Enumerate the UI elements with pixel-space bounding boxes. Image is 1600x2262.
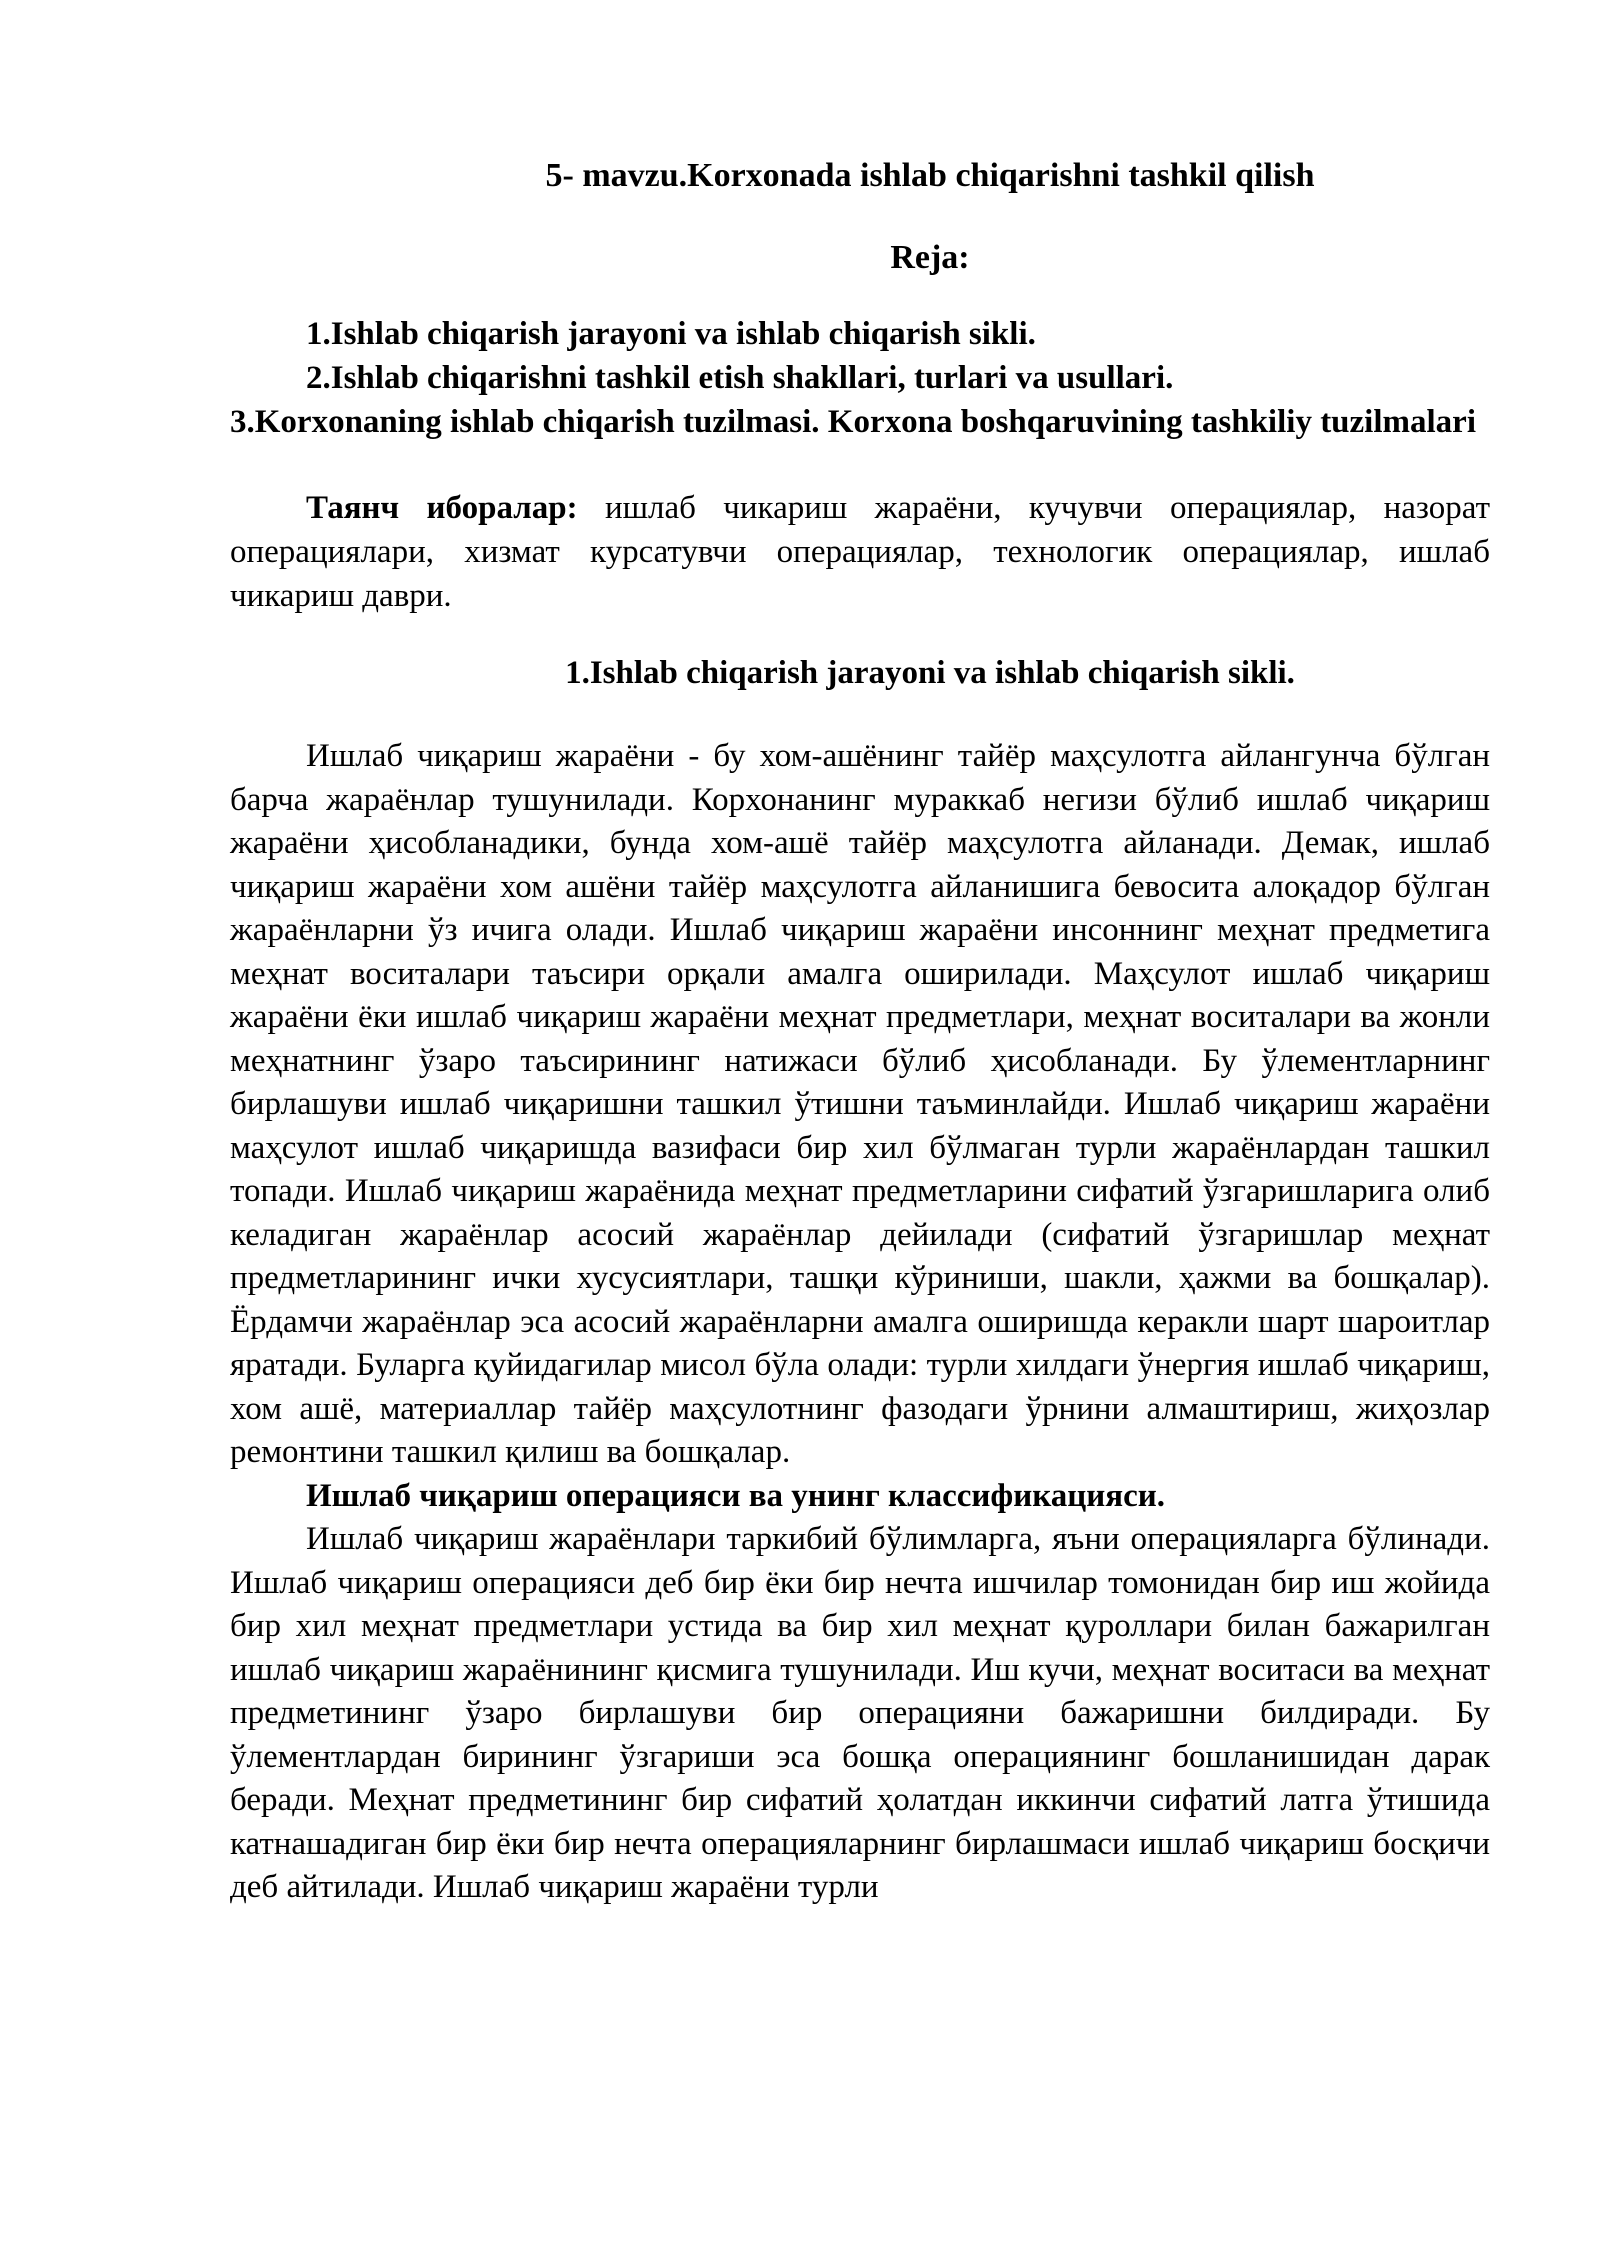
plan-item-1: 1.Ishlab chiqarish jarayoni va ishlab chiqarish sikli. [306,316,1036,352]
plan-item-2: 2.Ishlab chiqarishni tashkil etish shakllari, turlari va usullari. [306,360,1174,396]
plan-item-3: 3.Korxonaning ishlab chiqarish tuzilmasi. Korxona boshqaruvining tashkiliy tuzilmalari [230,404,1476,440]
paragraph-1: Ишлаб чиқариш жараёни - бу хом-ашёнинг тайёр маҳсулотга айлангунча бўлган барча жараёнлар тушунилади. Корхонанинг мураккаб негизи бўлиб ишлаб чиқариш жараёни ҳисобланадики, бунда хом-ашё тайёр маҳсулотга айланади. Демак, ишлаб чиқариш жараёни хом ашёни тайёр маҳсулотга айланишига бевосита алоқадор бўлган жараёнларни ўз ичига олади. Ишлаб чиқариш жараёни инсоннинг меҳнат предметига меҳнат воситалари таъсири орқали амалга оширилади. Маҳсулот ишлаб чиқариш жараёни ёки ишлаб чиқариш жараёни меҳнат предметлари, меҳнат воситалари ва жонли меҳнатнинг ўзаро таъсирининг натижаси бўлиб ҳисобланади. Бу ўлементларнинг бирлашуви ишлаб чиқаришни ташкил ўтишни таъминлайди. Ишлаб чиқариш жараёни маҳсулот ишлаб чиқаришда вазифаси бир хил бўлмаган турли жараёнлардан ташкил топади. Ишлаб чиқариш жараёнида меҳнат предметларини сифатий ўзгаришларига олиб келадиган жараёнлар асосий жараёнлар дейилади (сифатий ўзгаришлар меҳнат предметларининг ички хусусиятлари, ташқи кўриниши, шакли, ҳажми ва бошқалар). Ёрдамчи жараёнлар эса асосий жараёнларни амалга оширишда керакли шарт шароитлар яратади. Буларга қуйидагилар мисол бўла олади: турли хилдаги ўнергия ишлаб чиқариш, хом ашё, материаллар тайёр маҳсулотнинг фазодаги ўрнини алмаштириш, жиҳозлар ремонтини ташкил қилиш ва бошқалар. [230,738,1490,1470]
key-phrases [230,486,1490,618]
section-title: 1.Ishlab chiqarish jarayoni va ishlab chiqarish sikli. [565,655,1295,691]
document-title: 5- mavzu.Korxonada ishlab chiqarishni tashkil qilish [545,157,1315,194]
plan-list [230,312,1490,444]
subheading: Ишлаб чиқариш операцияси ва унинг классификацияси. [306,1477,1166,1514]
plan-heading: Reja: [890,239,970,276]
document-page [230,150,1490,1910]
paragraph-2: Ишлаб чиқариш жараёнлари таркибий бўлимларга, яъни операцияларга бўлинади. Ишлаб чиқариш операцияси деб бир ёки бир нечта ишчилар томонидан бир иш жойида бир хил меҳнат предметлари устида ва бир хил меҳнат қуроллари билан бажарилган ишлаб чиқариш жараёнининг қисмига тушунилади. Иш кучи, меҳнат воситаси ва меҳнат предметининг ўзаро бирлашуви бир операцияни бажаришни билдиради. Бу ўлементлардан бирининг ўзгариши эса бошқа операциянинг бошланишидан дарак беради. Меҳнат предметининг бир сифатий ҳолатдан иккинчи сифатий латга ўтишида катнашадиган бир ёки бир нечта операцияларнинг бирлашмаси ишлаб чиқариш босқичи деб айтилади. Ишлаб чиқариш жараёни турли [230,1521,1490,1905]
key-phrases-text: ишлаб чикариш жараёни, кучувчи операциялар, назорат операциялари, хизмат курсатувчи операциялар, технологик операциялар, ишлаб чикариш даври. [230,490,1490,614]
key-phrases-label: Таянч иборалар: [306,490,578,526]
